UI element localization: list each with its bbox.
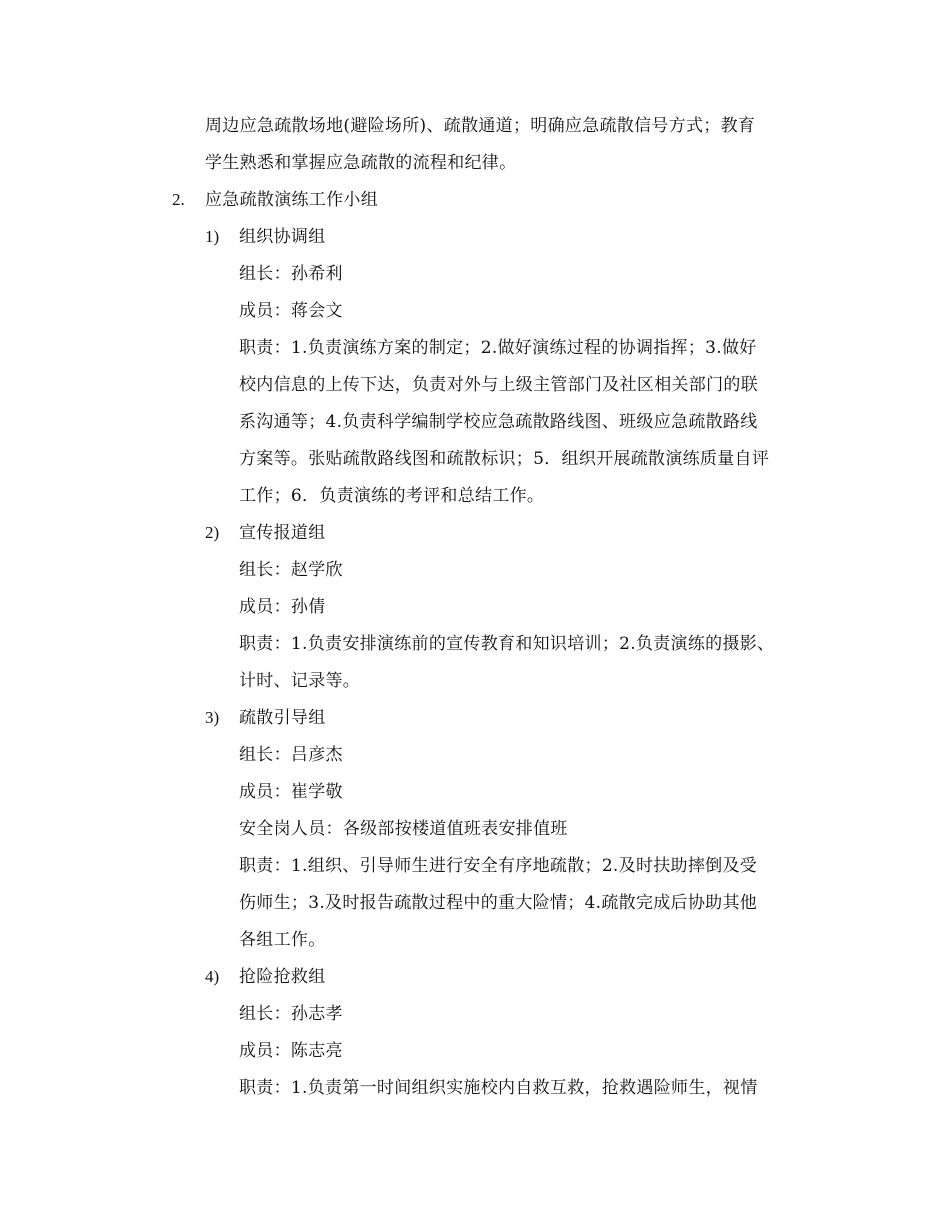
group-2-duty-line-1: 职责：1.负责安排演练前的宣传教育和知识培训；2.负责演练的摄影、 (239, 634, 775, 654)
group-4-leader: 组长：孙志孝 (239, 1004, 343, 1024)
group-4-members: 成员：陈志亮 (239, 1041, 343, 1061)
group-3-number: 3) (205, 708, 220, 727)
group-3-name: 疏散引导组 (239, 708, 326, 728)
group-2-number: 2) (205, 523, 220, 542)
group-1-name: 组织协调组 (239, 227, 326, 247)
group-1-duty-line-5: 工作；6．负责演练的考评和总结工作。 (239, 486, 545, 506)
group-3-duty-line-3: 各组工作。 (239, 930, 326, 950)
group-1-duty-line-1: 职责：1.负责演练方案的制定；2.做好演练过程的协调指挥；3.做好 (239, 338, 757, 358)
group-1-number: 1) (205, 227, 220, 246)
group-1-duty-line-3: 系沟通等；4.负责科学编制学校应急疏散路线图、班级应急疏散路线 (239, 412, 758, 432)
group-1-leader: 组长：孙希利 (239, 264, 343, 284)
group-2-members: 成员：孙倩 (239, 597, 326, 617)
group-3-extra: 安全岗人员：各级部按楼道值班表安排值班 (239, 819, 568, 839)
intro-line-1: 周边应急疏散场地(避险场所)、疏散通道；明确应急疏散信号方式；教育 (205, 116, 756, 136)
group-1-members: 成员：蒋会文 (239, 301, 343, 321)
group-4-number: 4) (205, 967, 220, 986)
section-title: 应急疏散演练工作小组 (205, 190, 378, 210)
intro-line-2: 学生熟悉和掌握应急疏散的流程和纪律。 (205, 153, 517, 173)
group-2-name: 宣传报道组 (239, 523, 326, 543)
group-1-duty-line-2: 校内信息的上传下达，负责对外与上级主管部门及社区相关部门的联 (239, 375, 758, 395)
group-4-duty-line-1: 职责：1.负责第一时间组织实施校内自救互救，抢救遇险师生，视情 (239, 1078, 758, 1098)
group-3-members: 成员：崔学敬 (239, 782, 343, 802)
group-3-duty-line-1: 职责：1.组织、引导师生进行安全有序地疏散；2.及时扶助摔倒及受 (239, 856, 758, 876)
group-3-duty-line-2: 伤师生；3.及时报告疏散过程中的重大险情；4.疏散完成后协助其他 (239, 893, 758, 913)
group-1-duty-line-4: 方案等。张贴疏散路线图和疏散标识；5．组织开展疏散演练质量自评 (239, 449, 770, 469)
group-2-leader: 组长：赵学欣 (239, 560, 343, 580)
group-3-leader: 组长：吕彦杰 (239, 745, 343, 765)
group-2-duty-line-2: 计时、记录等。 (239, 671, 361, 691)
group-4-name: 抢险抢救组 (239, 967, 326, 987)
section-number: 2. (172, 190, 185, 209)
